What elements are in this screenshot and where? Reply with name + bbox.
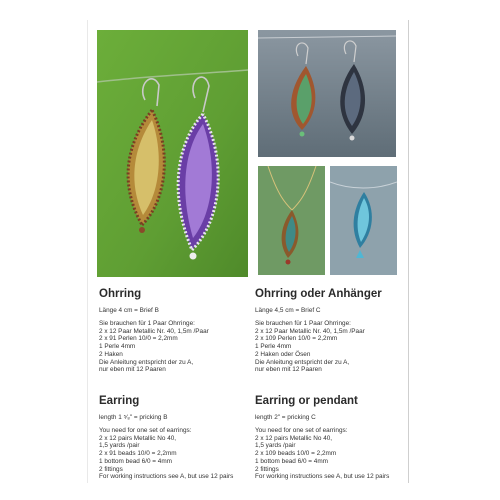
text-line: 1,5 yards /pair bbox=[255, 442, 296, 450]
text-line: 2 fittings bbox=[99, 465, 123, 473]
photo-gold-purple-earrings bbox=[97, 30, 248, 277]
subtitle-earring: length 1 ⁵⁄₈" = pricking B bbox=[99, 414, 168, 421]
instructions-ohrring-oder-anhaenger bbox=[255, 320, 415, 374]
text-line: You need for one set of earrings: bbox=[255, 427, 348, 434]
text-line: 2 Haken bbox=[99, 350, 123, 358]
text-line: 1 Perle 4mm bbox=[255, 343, 292, 351]
subtitle-ohrring: Länge 4 cm = Brief B bbox=[99, 307, 159, 314]
text-line: 2 fittings bbox=[255, 465, 279, 473]
text-line: Sie brauchen für 1 Paar Ohrringe: bbox=[99, 320, 195, 327]
text-line: nur eben mit 12 Paaren bbox=[255, 366, 322, 374]
heading-ohrring: Ohrring bbox=[99, 288, 142, 300]
text-line: 2 x 109 Perlen 10/0 = 2,2mm bbox=[255, 335, 338, 343]
heading-earring-or-pendant: Earring or pendant bbox=[255, 395, 358, 407]
text-line: 2 x 12 pairs Metallic No 40, bbox=[99, 434, 177, 442]
text-line: 2 Haken oder Ösen bbox=[255, 350, 311, 358]
heading-earring: Earring bbox=[99, 395, 140, 407]
text-line: 2 x 91 beads 10/0 = 2,2mm bbox=[99, 450, 177, 458]
text-line: 1 bottom bead 6/0 = 4mm bbox=[255, 457, 329, 465]
section-ohrring-oder-anhaenger bbox=[255, 288, 415, 374]
photo-copper-grey-earrings bbox=[258, 30, 396, 157]
subtitle-earring-or-pendant: length 2" = pricking C bbox=[255, 414, 316, 421]
text-line: Die Anleitung entspricht der zu A, bbox=[99, 358, 194, 366]
instructions-ohrring bbox=[99, 320, 259, 374]
text-line: 2 x 91 Perlen 10/0 = 2,2mm bbox=[99, 335, 178, 343]
subtitle-ohrring-oder-anhaenger: Länge 4,5 cm = Brief C bbox=[255, 307, 321, 314]
text-line: 2 x 109 beads 10/0 = 2,2mm bbox=[255, 450, 337, 458]
section-ohrring bbox=[99, 288, 259, 374]
instructions-earring-or-pendant bbox=[255, 427, 415, 481]
page-edge bbox=[87, 20, 88, 483]
text-line: You need for one set of earrings: bbox=[99, 427, 192, 434]
text-line: 2 x 12 Paar Metallic Nr. 40, 1,5m /Paar bbox=[255, 327, 365, 335]
instructions-earring bbox=[99, 427, 259, 481]
text-line: 2 x 12 Paar Metallic Nr. 40, 1,5m /Paar bbox=[99, 327, 209, 335]
text-line: For working instructions see A, but use 12 pairs bbox=[255, 473, 390, 481]
text-line: 1 Perle 4mm bbox=[99, 343, 136, 351]
text-line: 2 x 12 pairs Metallic No 40, bbox=[255, 434, 333, 442]
text-line: Sie brauchen für 1 Paar Ohrringe: bbox=[255, 320, 351, 327]
heading-ohrring-oder-anhaenger: Ohrring oder Anhänger bbox=[255, 288, 382, 300]
text-line: Die Anleitung entspricht der zu A, bbox=[255, 358, 350, 366]
document-page bbox=[87, 20, 415, 483]
section-earring bbox=[99, 395, 259, 481]
photo-green-pendant bbox=[258, 166, 325, 275]
text-line: 1 bottom bead 6/0 = 4mm bbox=[99, 457, 173, 465]
text-line: nur eben mit 12 Paaren bbox=[99, 366, 166, 374]
text-line: For working instructions see A, but use 12 pairs bbox=[99, 473, 234, 481]
photo-teal-pendant bbox=[330, 166, 397, 275]
text-line: 1,5 yards /pair bbox=[99, 442, 140, 450]
section-earring-or-pendant bbox=[255, 395, 415, 481]
